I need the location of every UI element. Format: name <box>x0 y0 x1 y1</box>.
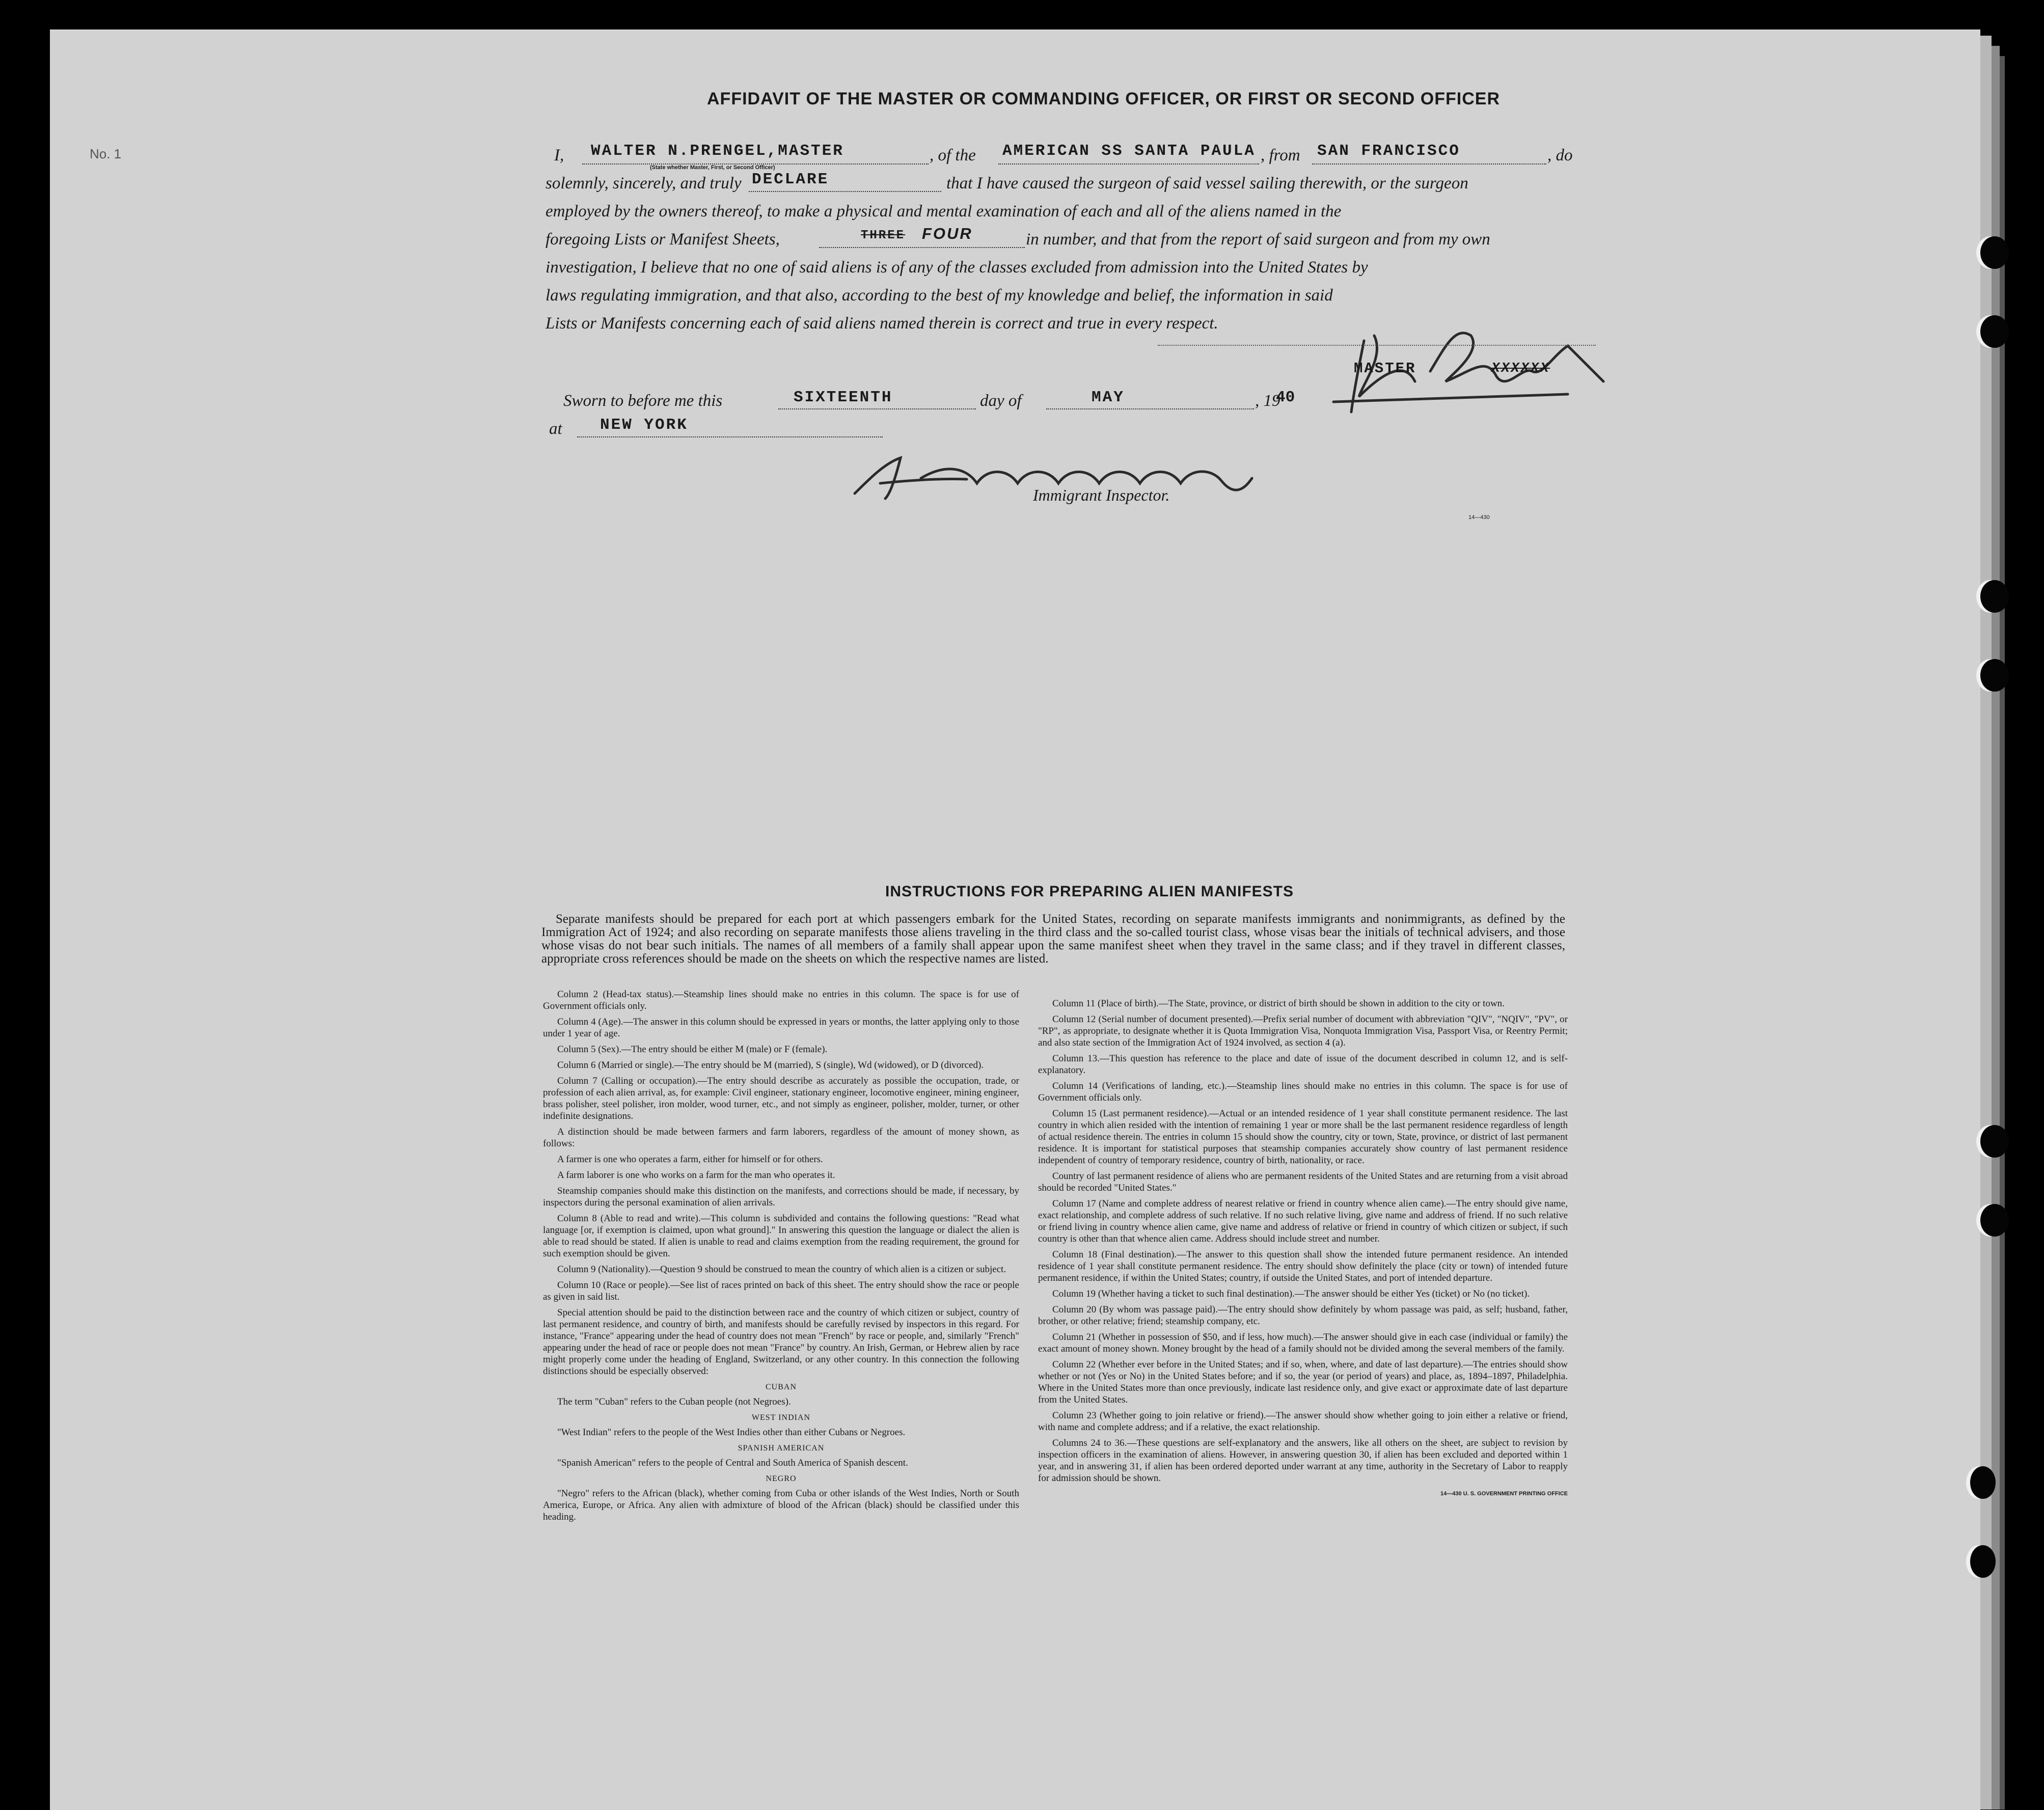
affidavit-line: investigation, I believe that no one of said aliens is of any of the classes excluded from admission into the United States by <box>546 258 1368 277</box>
form-number: 14—430 <box>1468 514 1490 520</box>
year-suffix: 40 <box>1276 389 1295 406</box>
signature-rule <box>1158 345 1596 346</box>
binder-hole <box>1980 236 2009 269</box>
instruction-paragraph: Columns 24 to 36.—These questions are self-explanatory and the answers, like all others on the sheet, are subject to revision by inspection officers in the examination of aliens. However, in answering question 30, if alien has been excluded and deported within 1 year, and in answering 31, if alien has been ordered deported under warrant at any time, authority in the Secretary of Labor to reapply for admission should be shown. <box>1038 1438 1568 1484</box>
master-name: WALTER N.PRENGEL,MASTER <box>591 142 844 160</box>
instructions-title: INSTRUCTIONS FOR PREPARING ALIEN MANIFESTS <box>885 883 1294 900</box>
at-label: at <box>549 420 562 438</box>
sworn-place: NEW YORK <box>600 416 688 434</box>
instruction-paragraph: A farm laborer is one who works on a farm for the man who operates it. <box>557 1170 835 1181</box>
instruction-paragraph: "Negro" refers to the African (black), whether coming from Cuba or other islands of the West Indies, North or South America, Europe, or Africa. Any alien with admixture of blood of the African (black) should be classified under this heading. <box>543 1488 1019 1522</box>
instruction-paragraph: Column 7 (Calling or occupation).—The entry should describe as accurately as possible the occupation, trade, or profession of each alien arrival, as, for example: Civil engineer, stationary engineer, locomotive engineer, mining engineer, brass polisher, steel polisher, iron molder, wood turner, etc., and not simply as engineer, polisher, molder, turner, or other indefinite designations. <box>543 1076 1019 1121</box>
instruction-paragraph: Column 2 (Head-tax status).—Steamship lines should make no entries in this column. The space is for use of Government officials only. <box>543 989 1019 1011</box>
instruction-paragraph: A farmer is one who operates a farm, either for himself or for others. <box>557 1154 823 1165</box>
do-label: , do <box>1547 146 1573 164</box>
instruction-paragraph: Column 20 (By whom was passage paid).—The entry should show definitely by whom passage was paid, as self; husband, father, brother, or other relative; friend; steamship company, etc. <box>1038 1304 1568 1327</box>
margin-mark: No. 1 <box>90 146 122 161</box>
instruction-paragraph: Column 22 (Whether ever before in the United States; and if so, when, where, and date of last departure).—The entries should show whether or not (Yes or No) in the United States before; and if so, the year (or period of years) and place, as, 1894–1897, Philadelphia. Where in the United States more than once previously, indicate last residence only, and give exact or approximate date of last departure from the United States. <box>1038 1359 1568 1405</box>
affidavit-line: that I have caused the surgeon of said vessel sailing therewith, or the surgeon <box>946 174 1468 193</box>
binder-hole <box>1980 1204 2009 1237</box>
sheet-count: FOUR <box>922 225 973 242</box>
sheets-rule <box>819 247 1025 248</box>
instruction-paragraph: "Spanish American" refers to the people of Central and South America of Spanish descent. <box>557 1458 908 1468</box>
page-edge-stack <box>1992 46 2000 1809</box>
manifest-sheet <box>50 30 1980 1810</box>
affidavit-line: in number, and that from the report of said surgeon and from my own <box>1026 230 1490 249</box>
instruction-paragraph: Country of last permanent residence of aliens who are permanent residents of the United States and are returning from a visit abroad should be recorded "United States." <box>1038 1171 1568 1193</box>
instruction-paragraph: Column 10 (Race or people).—See list of races printed on back of this sheet. The entry should show the race or people as given in said list. <box>543 1280 1019 1302</box>
month-rule <box>1046 408 1254 409</box>
instruction-paragraph: Column 14 (Verifications of landing, etc.).—Steamship lines should make no entries in this column. The space is for use of Government officials only. <box>1038 1081 1568 1103</box>
affidavit-line: solemnly, sincerely, and truly <box>546 174 742 193</box>
sworn-day: SIXTEENTH <box>794 389 893 406</box>
instructions-right-column <box>1038 998 1568 1500</box>
affidavit-line: Lists or Manifests concerning each of said aliens named therein is correct and true in every respect. <box>546 314 1218 333</box>
instruction-paragraph: Special attention should be paid to the distinction between race and the country of which citizen or subject, country of last permanent residence, and country of birth, and manifests should be carefully revised by inspectors in this regard. For instance, "France" appearing under the head of country does not mean "French" by race or people, and, similarly "French" appearing under the head of race or people does not mean "France" by country. An Irish, German, or Hebrew alien by race might properly come under the heading of England, Switzerland, or any other country. In this connection the following distinctions should be especially observed: <box>543 1307 1019 1377</box>
day-rule <box>778 408 976 409</box>
instruction-paragraph: Column 9 (Nationality).—Question 9 should be construed to mean the country of which alien is a citizen or subject. <box>557 1264 1006 1275</box>
instruction-paragraph: Column 5 (Sex).—The entry should be either M (male) or F (female). <box>557 1044 828 1055</box>
vessel-rule <box>998 163 1259 164</box>
inspector-label: Immigrant Inspector. <box>1033 486 1170 504</box>
section-heading-negro: NEGRO <box>766 1474 797 1483</box>
master-title: MASTER <box>1354 360 1416 377</box>
instruction-paragraph: Column 17 (Name and complete address of nearest relative or friend in country whence alien came).—The entry should give name, exact relationship, and complete address of such relative. If no such relative living, give name and address of friend. If no such relative or friend living in country whence alien came, give name and address of relative or friend in country of which citizen or subject, if such country is other than that whence alien came. Address should include street and number. <box>1038 1198 1568 1244</box>
instruction-paragraph: Column 6 (Married or single).—The entry should be M (married), S (single), Wd (widowed), or D (divorced). <box>557 1060 984 1071</box>
instruction-paragraph: Column 15 (Last permanent residence).—Actual or an intended residence of 1 year shall constitute permanent residence. The last country in which alien resided with the intention of remaining 1 year or more shall be the last permanent residence regardless of length of actual residence therein. The entries in column 15 should show the country, city or town, State, province, or district of last permanent residence. It is important for statistical purposes that steamship companies accurately show country of last permanent residence independent of country of temporary residence, country of birth, nationality, or race. <box>1038 1108 1568 1166</box>
declare-word: DECLARE <box>752 171 829 188</box>
port-rule <box>1312 163 1546 164</box>
section-heading-west-indian: WEST INDIAN <box>751 1413 811 1422</box>
section-heading-spanish-american: SPANISH AMERICAN <box>738 1444 825 1452</box>
struck-title: XXXXXX <box>1491 361 1550 376</box>
binder-hole <box>1970 1466 1996 1499</box>
binder-hole <box>1980 580 2009 613</box>
vessel-name: AMERICAN SS SANTA PAULA <box>1002 142 1256 160</box>
day-of-label: day of <box>980 392 1022 410</box>
instruction-paragraph: "West Indian" refers to the people of the West Indies other than either Cubans or Negroes. <box>557 1427 906 1438</box>
binder-hole <box>1970 1545 1996 1578</box>
port-name: SAN FRANCISCO <box>1317 142 1460 160</box>
affidavit-line: laws regulating immigration, and that also, according to the best of my knowledge and belief, the information in said <box>546 286 1333 305</box>
instruction-paragraph: Column 4 (Age).—The answer in this column should be expressed in years or months, the latter applying only to those under 1 year of age. <box>543 1017 1019 1039</box>
instruction-paragraph: Steamship companies should make this distinction on the manifests, and corrections should be made, if necessary, by inspectors during the personal examination of alien arrivals. <box>543 1186 1019 1208</box>
place-rule <box>577 436 883 437</box>
page-edge-stack <box>1980 36 1992 1809</box>
instruction-paragraph: Column 13.—This question has reference to the place and date of issue of the document described in column 12, and is self-explanatory. <box>1038 1053 1568 1076</box>
affidavit-line: employed by the owners thereof, to make a physical and mental examination of each and all of the aliens named in the <box>546 202 1342 221</box>
instruction-paragraph: Column 23 (Whether going to join relative or friend).—The answer should show whether going to join either a relative or friend, with name and complete address; and if a relative, the exact relationship. <box>1038 1410 1568 1433</box>
affidavit-i: I, <box>554 146 564 164</box>
instruction-paragraph: Column 19 (Whether having a ticket to such final destination).—The answer should be either Yes (ticket) or No (no ticket). <box>1052 1288 1530 1299</box>
struck-number: THREE <box>861 229 906 242</box>
binder-hole <box>1980 1125 2009 1158</box>
instruction-paragraph: Column 21 (Whether in possession of $50, and if less, how much).—The answer should give in each case (individual or family) the exact amount of money shown. Money brought by the head of a family should not be divided among the several members of the family. <box>1038 1332 1568 1354</box>
instruction-paragraph: Column 8 (Able to read and write).—This column is subdivided and contains the following questions: "Read what language [or, if exemption is claimed, upon what ground]." In answering this question the language or dialect the alien is able to read should be stated. If alien is unable to read and claims exemption from the reading requirement, the ground for such exemption should be given. <box>543 1213 1019 1259</box>
instruction-paragraph: Column 11 (Place of birth).—The State, province, or district of birth should be shown in addition to the city or town. <box>1052 998 1505 1009</box>
declare-rule <box>749 191 941 192</box>
intro-paragraph: Separate manifests should be prepared for each port at which passengers embark for the United States, recording on separate manifests immigrants and nonimmigrants, as defined by the Immigration Act of 1924; and also recording on separate manifests those aliens traveling in the third class and the so-called tourist class, whose visas bear the initials of technical advisers, and those whose visas do not bear such initials. The names of all members of a family shall appear upon the same manifest sheet when they travel in the same class; and if they travel in different classes, appropriate cross references should be made on the sheets on which the respective names are listed. <box>541 912 1565 966</box>
master-signature <box>1303 295 1619 427</box>
year-prefix: , 19 <box>1255 392 1280 410</box>
officer-note: (State whether Master, First, or Second Officer) <box>650 164 775 171</box>
instruction-paragraph: A distinction should be made between farmers and farm laborers, regardless of the amount of money shown, as follows: <box>543 1127 1019 1149</box>
binder-hole <box>1980 315 2009 348</box>
instructions-intro <box>541 913 1565 970</box>
binder-hole <box>1980 659 2009 692</box>
affidavit-title: AFFIDAVIT OF THE MASTER OR COMMANDING OFFICER, OR FIRST OR SECOND OFFICER <box>707 89 1500 108</box>
printer-imprint: 14—430 U. S. GOVERNMENT PRINTING OFFICE <box>1440 1491 1568 1497</box>
instruction-paragraph: Column 18 (Final destination).—The answer to this question shall show the intended future permanent residence. An intended residence of 1 year shall constitute permanent residence. The entry should show definitely the place (city or town) of intended future permanent residence, if within the United States; country, if outside the United States, and port of intended departure. <box>1038 1249 1568 1283</box>
sworn-label: Sworn to before me this <box>563 392 723 410</box>
affidavit-line: foregoing Lists or Manifest Sheets, <box>546 230 780 249</box>
section-heading-cuban: CUBAN <box>765 1383 797 1391</box>
from-label: , from <box>1261 146 1300 164</box>
of-the-label: , of the <box>930 146 976 164</box>
instruction-paragraph: Column 12 (Serial number of document presented).—Prefix serial number of document with abbreviation "QIV", "NQIV", "PV", or "RP", as appropriate, to designate whether it is Quota Immigration Visa, Nonquota Immigration Visa, Passport Visa, or Reentry Permit; and also state section of the Immigration Act of 1924 involved, as section 4 (a). <box>1038 1014 1568 1048</box>
instructions-left-column <box>543 989 1019 1527</box>
instruction-paragraph: The term "Cuban" refers to the Cuban people (not Negroes). <box>557 1396 791 1407</box>
sworn-month: MAY <box>1092 389 1125 406</box>
